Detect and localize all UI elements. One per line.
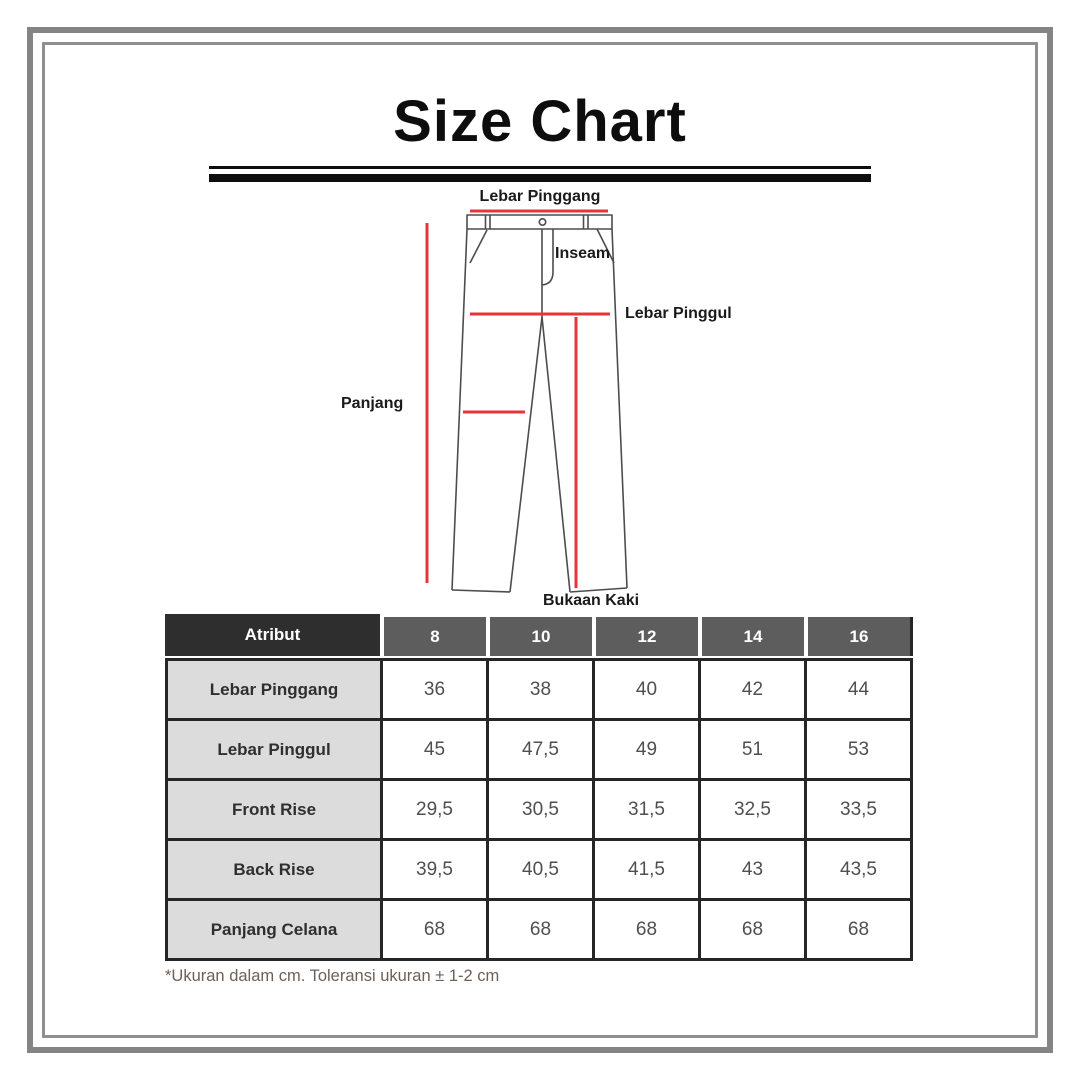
row-label: Panjang Celana [167,900,382,960]
table-row [167,780,912,840]
cell-value: 36 [382,660,488,720]
cell-value: 29,5 [382,780,488,840]
table-row [167,660,912,720]
cell-value: 40 [594,660,700,720]
row-label: Lebar Pinggul [167,720,382,780]
size-table-body [165,658,913,961]
cell-value: 40,5 [488,840,594,900]
cell-value: 51 [700,720,806,780]
cell-value: 31,5 [594,780,700,840]
cell-value: 47,5 [488,720,594,780]
waist-button [539,219,545,225]
outer-seam-left [452,229,467,590]
inner-seam-left [510,317,542,592]
cell-value: 30,5 [488,780,594,840]
inner-seam-right [542,317,570,592]
cell-value: 43 [700,840,806,900]
table-row [167,720,912,780]
title-rule-thick [209,174,871,182]
cell-value: 68 [382,900,488,960]
label-bukaan-kaki: Bukaan Kaki [543,592,640,609]
cell-value: 42 [700,660,806,720]
row-label: Front Rise [167,780,382,840]
page-title: Size Chart [393,89,687,154]
outer-seam-right [612,229,627,588]
header-size-14: 14 [702,617,804,656]
pants-outline [452,215,627,592]
size-table [165,614,913,986]
cell-value: 53 [806,720,912,780]
cell-value: 32,5 [700,780,806,840]
cell-value: 68 [594,900,700,960]
label-inseam: Inseam [555,245,611,262]
cell-value: 44 [806,660,912,720]
row-label: Back Rise [167,840,382,900]
header-size-10: 10 [490,617,592,656]
cell-value: 39,5 [382,840,488,900]
table-row [167,900,912,960]
cell-value: 49 [594,720,700,780]
title-rule-thin [209,166,871,169]
pocket-left [470,230,487,263]
cell-value: 43,5 [806,840,912,900]
fly-placket [542,229,553,285]
table-row [167,840,912,900]
header-size-16: 16 [808,617,913,656]
table-footnote: *Ukuran dalam cm. Toleransi ukuran ± 1-2 cm [165,967,500,985]
cell-value: 68 [700,900,806,960]
label-lebar-pinggang: Lebar Pinggang [479,188,601,205]
header-attribute: Atribut [165,614,380,656]
cell-value: 68 [806,900,912,960]
header-size-12: 12 [596,617,698,656]
cell-value: 45 [382,720,488,780]
row-label: Lebar Pinggang [167,660,382,720]
cell-value: 33,5 [806,780,912,840]
cell-value: 38 [488,660,594,720]
label-lebar-pinggul: Lebar Pinggul [625,305,732,322]
cell-value: 68 [488,900,594,960]
size-table-header [165,614,913,656]
header-size-8: 8 [384,617,486,656]
label-panjang: Panjang [341,395,404,412]
cell-value: 41,5 [594,840,700,900]
hem-left [452,590,510,592]
